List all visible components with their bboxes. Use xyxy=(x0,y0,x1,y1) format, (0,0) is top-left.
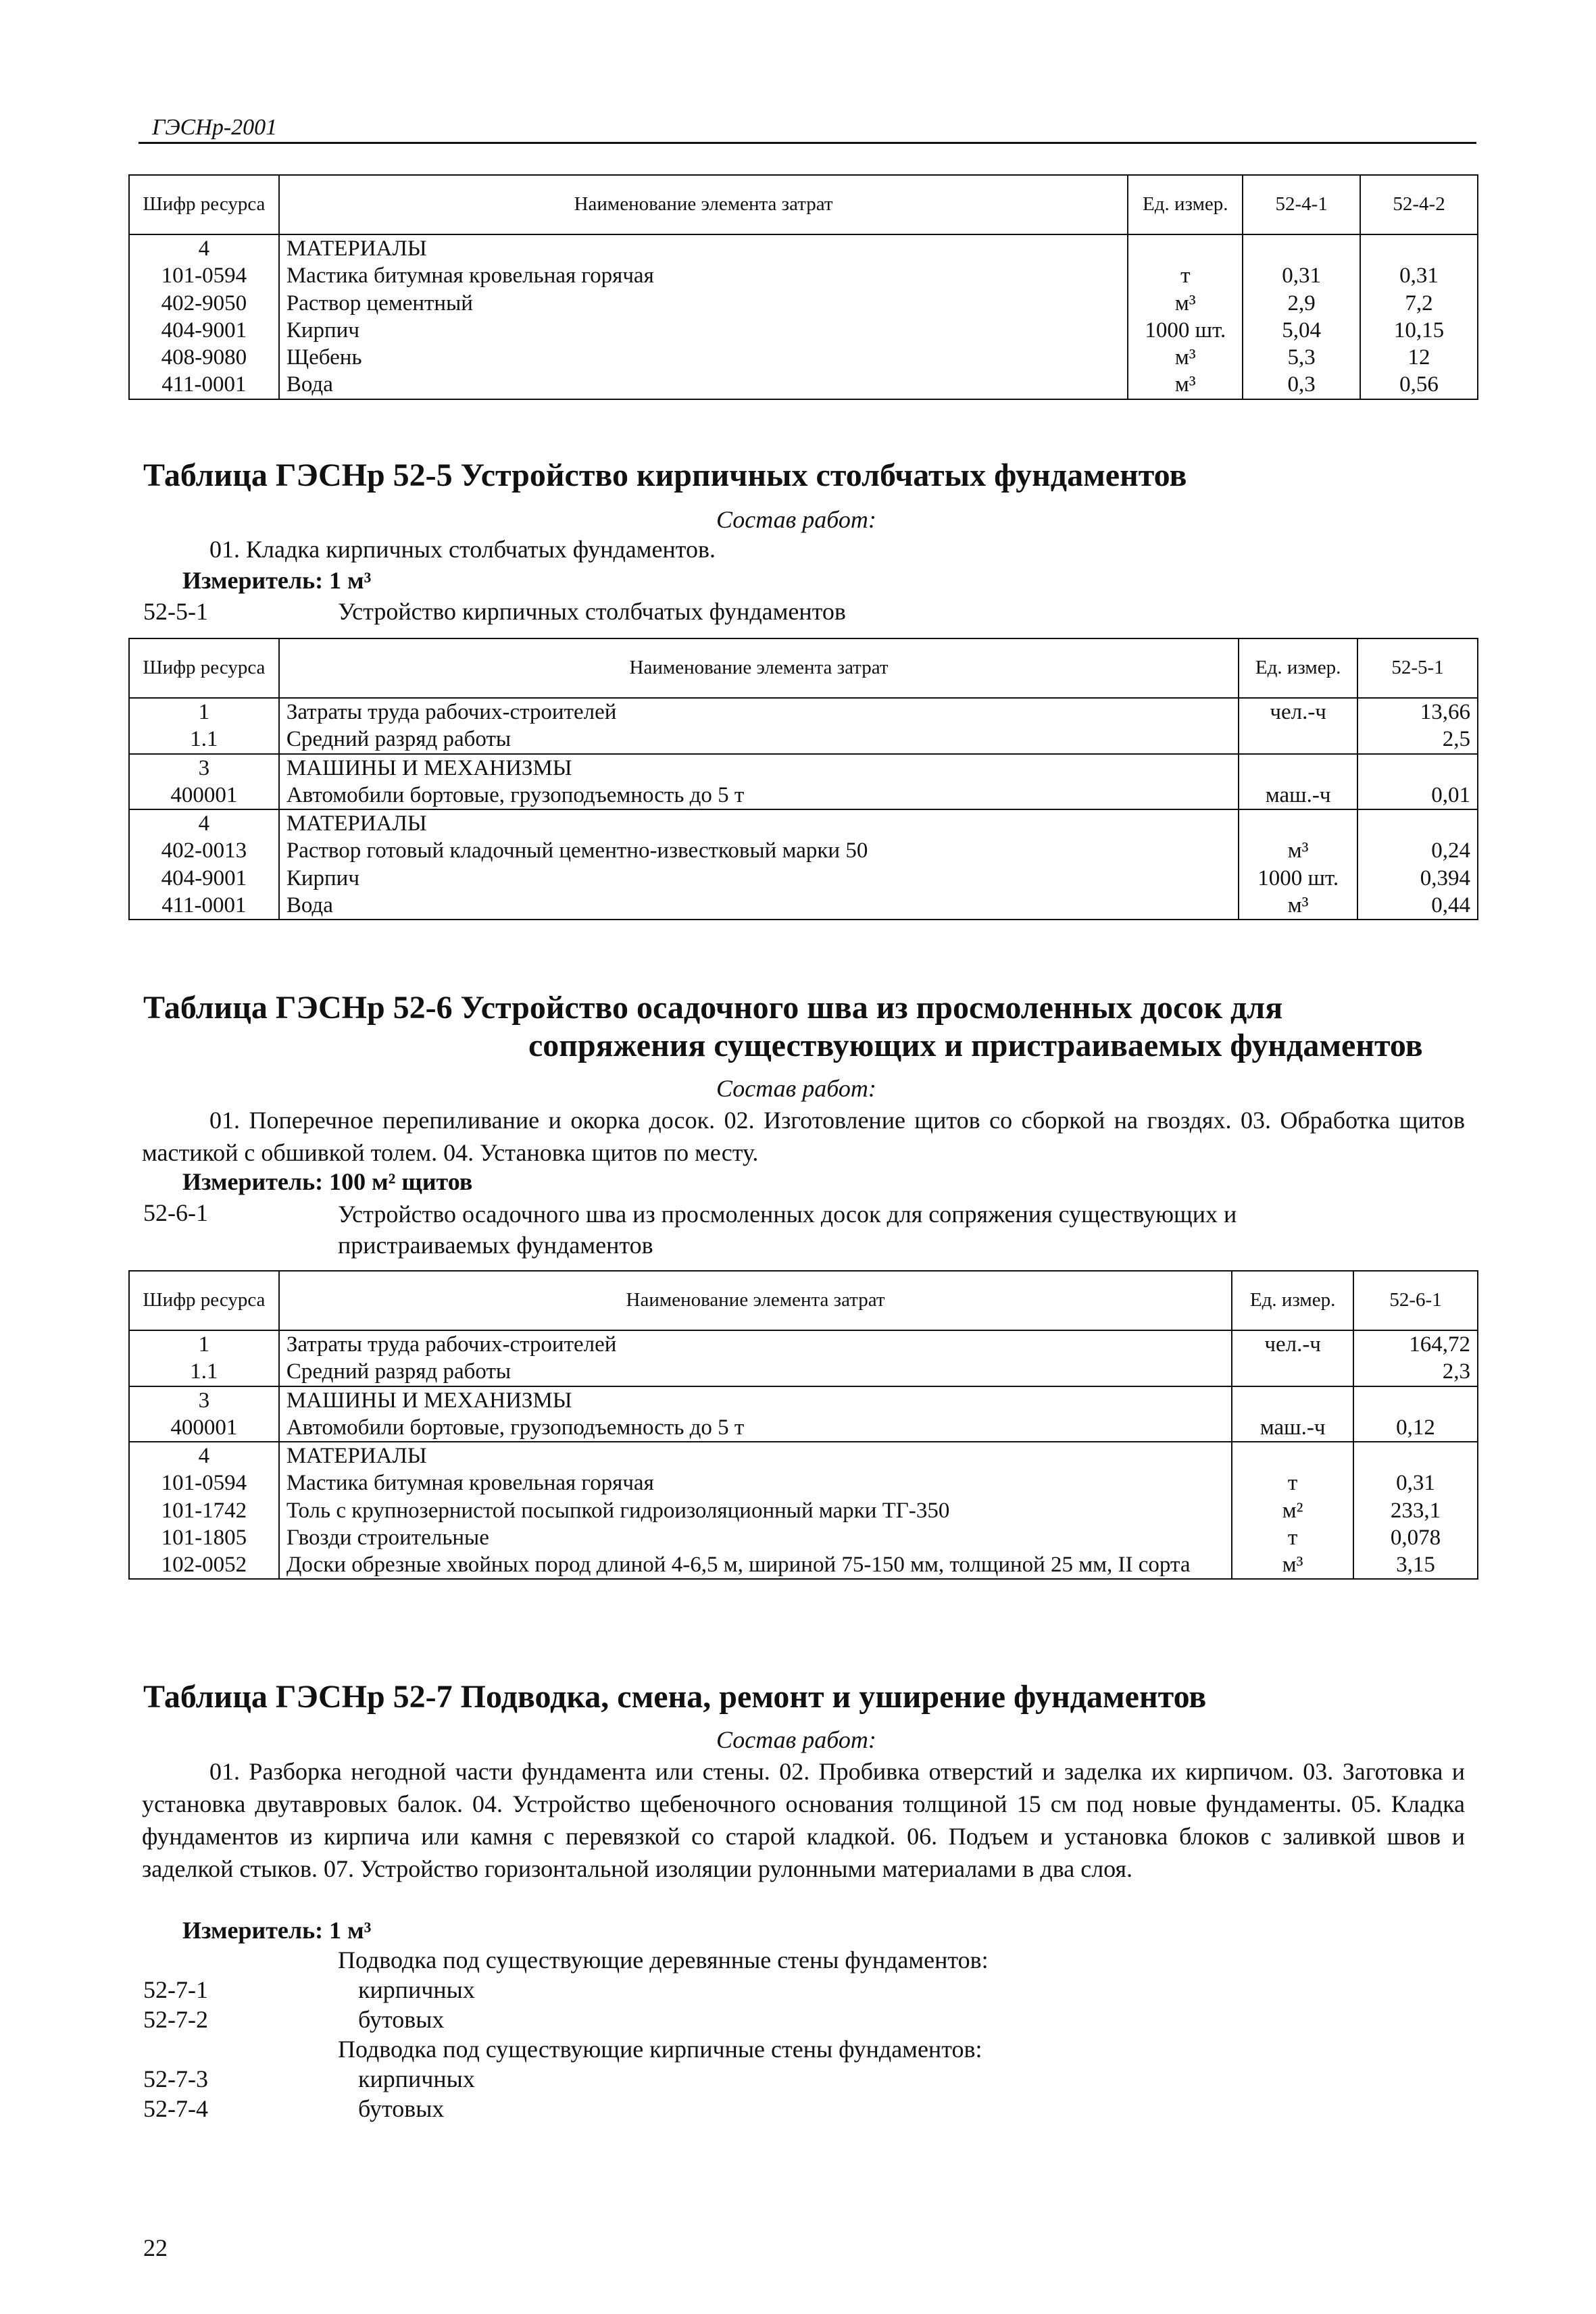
col-header-unit: Ед. измер. xyxy=(1239,638,1357,698)
item-code-52-7-1: 52-7-1 xyxy=(143,1976,208,2003)
work-description-52-5: 01. Кладка кирпичных столбчатых фундаментов. xyxy=(209,536,716,563)
measure-52-7: Измеритель: 1 м³ xyxy=(182,1917,372,1944)
table-row: 400001 Автомобили бортовые, грузоподъемность до 5 т маш.-ч 0,12 xyxy=(129,1414,1478,1442)
item-code-52-5-1: 52-5-1 xyxy=(143,598,208,625)
col-header-code: Шифр ресурса xyxy=(129,1271,279,1330)
table-row: 402-0013 Раствор готовый кладочный цементно-известковый марки 50 м³ 0,24 xyxy=(129,837,1478,864)
table-row: 101-0594 Мастика битумная кровельная горячая т 0,31 0,31 xyxy=(129,262,1478,289)
table-row: 1.1 Средний разряд работы 2,5 xyxy=(129,726,1478,753)
table-row: 101-1805 Гвозди строительные т 0,078 xyxy=(129,1524,1478,1551)
measure-52-6: Измеритель: 100 м² щитов xyxy=(182,1168,473,1195)
table-row: 411-0001 Вода м³ 0,3 0,56 xyxy=(129,371,1478,399)
sostav-label-52-7: Состав работ: xyxy=(716,1726,876,1753)
table-row: 408-9080 Щебень м³ 5,3 12 xyxy=(129,344,1478,371)
item-name-52-5-1: Устройство кирпичных столбчатых фундаментов xyxy=(338,598,846,625)
section-title-52-7: Таблица ГЭСНр 52-7 Подводка, смена, ремонт и уширение фундаментов xyxy=(143,1679,1207,1715)
item-code-52-7-2: 52-7-2 xyxy=(143,2006,208,2033)
col-header-unit: Ед. измер. xyxy=(1232,1271,1353,1330)
table-row: 3 МАШИНЫ И МЕХАНИЗМЫ xyxy=(129,754,1478,782)
header-rule xyxy=(139,142,1476,144)
table-row: 1 Затраты труда рабочих-строителей чел.-ч 164,72 xyxy=(129,1330,1478,1358)
work-description-52-7: 01. Разборка негодной части фундамента или стены. 02. Пробивка отверстий и заделка их кирпичом. 03. Заготовка и установка двутавровых балок. 04. Устройство щебеночного основания толщиной 15 см под новые фундаменты. 05. Кладка фундаментов из кирпича или камня с перевязкой со старой кладкой. 06. Подъем и установка блоков с заливкой швов и заделкой стыков. 07. Устройство горизонтальной изоляции рулонными материалами в два слоя. xyxy=(142,1758,1465,1882)
group-label-wooden-walls: Подводка под существующие деревянные стены фундаментов: xyxy=(338,1946,989,1973)
item-name-52-7-4: бутовых xyxy=(358,2095,445,2122)
col-header-52-4-1: 52-4-1 xyxy=(1243,175,1360,234)
col-header-name: Наименование элемента затрат xyxy=(279,175,1128,234)
sostav-label-52-5: Состав работ: xyxy=(716,506,876,533)
item-name-52-7-2: бутовых xyxy=(358,2006,445,2033)
table-row: 101-1742 Толь с крупнозернистой посыпкой гидроизоляционный марки ТГ-350 м² 233,1 xyxy=(129,1497,1478,1524)
table-row: 404-9001 Кирпич 1000 шт. 0,394 xyxy=(129,865,1478,892)
item-name-52-7-1: кирпичных xyxy=(358,1976,475,2003)
table-row: 411-0001 Вода м³ 0,44 xyxy=(129,892,1478,920)
table-52-5 xyxy=(128,638,1478,920)
col-header-code: Шифр ресурса xyxy=(129,638,279,698)
item-name-52-7-3: кирпичных xyxy=(358,2065,475,2092)
col-header-52-6-1: 52-6-1 xyxy=(1353,1271,1478,1330)
table-row: 4 МАТЕРИАЛЫ xyxy=(129,809,1478,837)
table-row: 1.1 Средний разряд работы 2,3 xyxy=(129,1358,1478,1386)
table-row: 4 МАТЕРИАЛЫ xyxy=(129,1442,1478,1469)
item-code-52-7-4: 52-7-4 xyxy=(143,2095,208,2122)
item-code-52-6-1: 52-6-1 xyxy=(143,1199,208,1226)
work-description-52-6: 01. Поперечное перепиливание и окорка досок. 02. Изготовление щитов со сборкой на гвоздях. 03. Обработка щитов мастикой с обшивкой толем. 04. Установка щитов по месту. xyxy=(142,1107,1465,1166)
section-title-52-5: Таблица ГЭСНр 52-5 Устройство кирпичных столбчатых фундаментов xyxy=(143,457,1187,493)
col-header-unit: Ед. измер. xyxy=(1128,175,1243,234)
table-52-6 xyxy=(128,1270,1478,1580)
table-row: 4 МАТЕРИАЛЫ xyxy=(129,234,1478,262)
item-code-52-7-3: 52-7-3 xyxy=(143,2065,208,2092)
table-row: 402-9050 Раствор цементный м³ 2,9 7,2 xyxy=(129,290,1478,317)
table-row: 1 Затраты труда рабочих-строителей чел.-ч 13,66 xyxy=(129,698,1478,726)
item-name-52-6-1: Устройство осадочного шва из просмоленных досок для сопряжения существующих и пристраиваемых фундаментов xyxy=(338,1201,1237,1259)
table-row: 3 МАШИНЫ И МЕХАНИЗМЫ xyxy=(129,1386,1478,1414)
sostav-label-52-6: Состав работ: xyxy=(716,1075,876,1102)
section-title-52-6-line2: сопряжения существующих и пристраиваемых фундаментов xyxy=(528,1028,1423,1063)
col-header-code: Шифр ресурса xyxy=(129,175,279,234)
section-title-52-6-line1: Таблица ГЭСНр 52-6 Устройство осадочного шва из просмоленных досок для xyxy=(143,990,1283,1026)
col-header-52-5-1: 52-5-1 xyxy=(1357,638,1478,698)
col-header-name: Наименование элемента затрат xyxy=(279,638,1239,698)
page-number: 22 xyxy=(143,2234,168,2261)
table-row: 400001 Автомобили бортовые, грузоподъемность до 5 т маш.-ч 0,01 xyxy=(129,782,1478,809)
document-code: ГЭСНр-2001 xyxy=(152,115,278,140)
table-row: 102-0052 Доски обрезные хвойных пород длиной 4-6,5 м, шириной 75-150 мм, толщиной 25 мм, II сорта м³ 3,15 xyxy=(129,1551,1478,1579)
measure-52-5: Измеритель: 1 м³ xyxy=(182,567,372,594)
group-label-brick-walls: Подводка под существующие кирпичные стены фундаментов: xyxy=(338,2036,982,2063)
table-row: 404-9001 Кирпич 1000 шт. 5,04 10,15 xyxy=(129,317,1478,344)
col-header-name: Наименование элемента затрат xyxy=(279,1271,1232,1330)
table-52-4 xyxy=(128,174,1478,400)
col-header-52-4-2: 52-4-2 xyxy=(1360,175,1478,234)
table-row: 101-0594 Мастика битумная кровельная горячая т 0,31 xyxy=(129,1469,1478,1496)
